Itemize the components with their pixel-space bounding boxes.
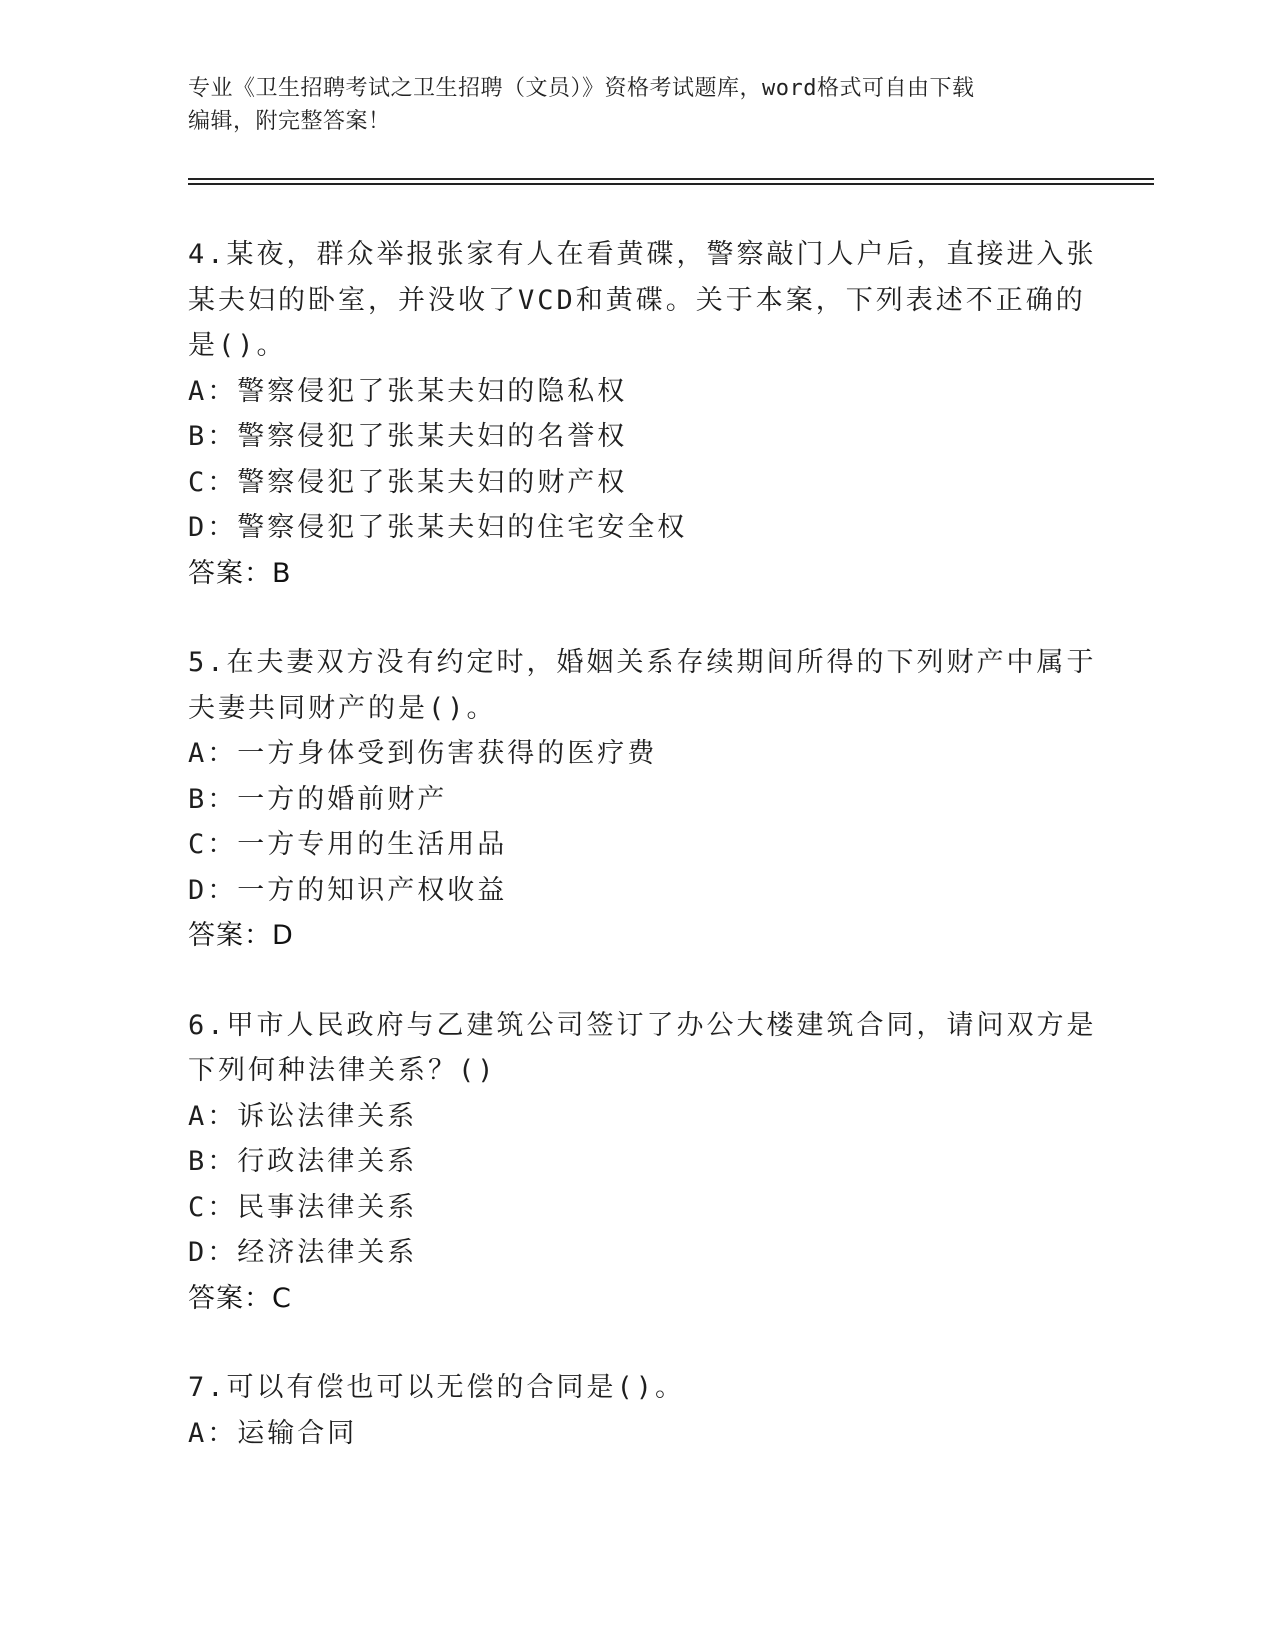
- option-d: D：一方的知识产权收益: [188, 874, 508, 906]
- option-c: C：警察侵犯了张某夫妇的财产权: [188, 466, 628, 498]
- question-stem-line: 夫妻共同财产的是()。: [188, 692, 497, 724]
- question-stem-line: 下列何种法律关系？(): [188, 1055, 497, 1086]
- question-4: [188, 232, 1108, 596]
- option-a: A：一方身体受到伤害获得的医疗费: [188, 738, 658, 769]
- option-b: B：警察侵犯了张某夫妇的名誉权: [188, 421, 628, 452]
- option-c: C：民事法律关系: [188, 1191, 418, 1223]
- option-c: C：一方专用的生活用品: [188, 829, 508, 860]
- option-b: B：行政法律关系: [188, 1146, 418, 1177]
- question-stem-line: 是()。: [188, 330, 287, 361]
- question-stem-line: 4.某夜，群众举报张家有人在看黄碟，警察敲门人户后，直接进入张: [188, 239, 1097, 270]
- option-d: D：警察侵犯了张某夫妇的住宅安全权: [188, 512, 688, 543]
- header-line: 编辑，附完整答案！: [188, 109, 391, 134]
- question-stem-line: 7.可以有偿也可以无偿的合同是()。: [188, 1372, 686, 1403]
- option-a: A：运输合同: [188, 1417, 358, 1449]
- question-stem-line: 5.在夫妻双方没有约定时，婚姻关系存续期间所得的下列财产中属于: [188, 647, 1097, 678]
- document-header: [188, 72, 1088, 138]
- option-b: B：一方的婚前财产: [188, 783, 448, 815]
- header-line: 专业《卫生招聘考试之卫生招聘（文员）》资格考试题库，word格式可自由下载: [188, 76, 975, 101]
- question-list: [188, 232, 1108, 1500]
- answer-line: 答案：B: [188, 557, 292, 589]
- answer-line: 答案：D: [188, 920, 294, 951]
- question-7: [188, 1365, 1108, 1456]
- option-d: D：经济法律关系: [188, 1237, 418, 1268]
- question-stem-line: 某夫妇的卧室，并没收了VCD和黄碟。关于本案，下列表述不正确的: [188, 284, 1086, 316]
- question-5: [188, 640, 1108, 959]
- question-stem-line: 6.甲市人民政府与乙建筑公司签订了办公大楼建筑合同，请问双方是: [188, 1009, 1097, 1041]
- question-6: [188, 1003, 1108, 1322]
- option-a: A：诉讼法律关系: [188, 1100, 418, 1132]
- option-a: A：警察侵犯了张某夫妇的隐私权: [188, 375, 628, 407]
- header-divider: [188, 183, 1154, 185]
- header-divider: [188, 178, 1154, 180]
- answer-line: 答案：C: [188, 1282, 292, 1314]
